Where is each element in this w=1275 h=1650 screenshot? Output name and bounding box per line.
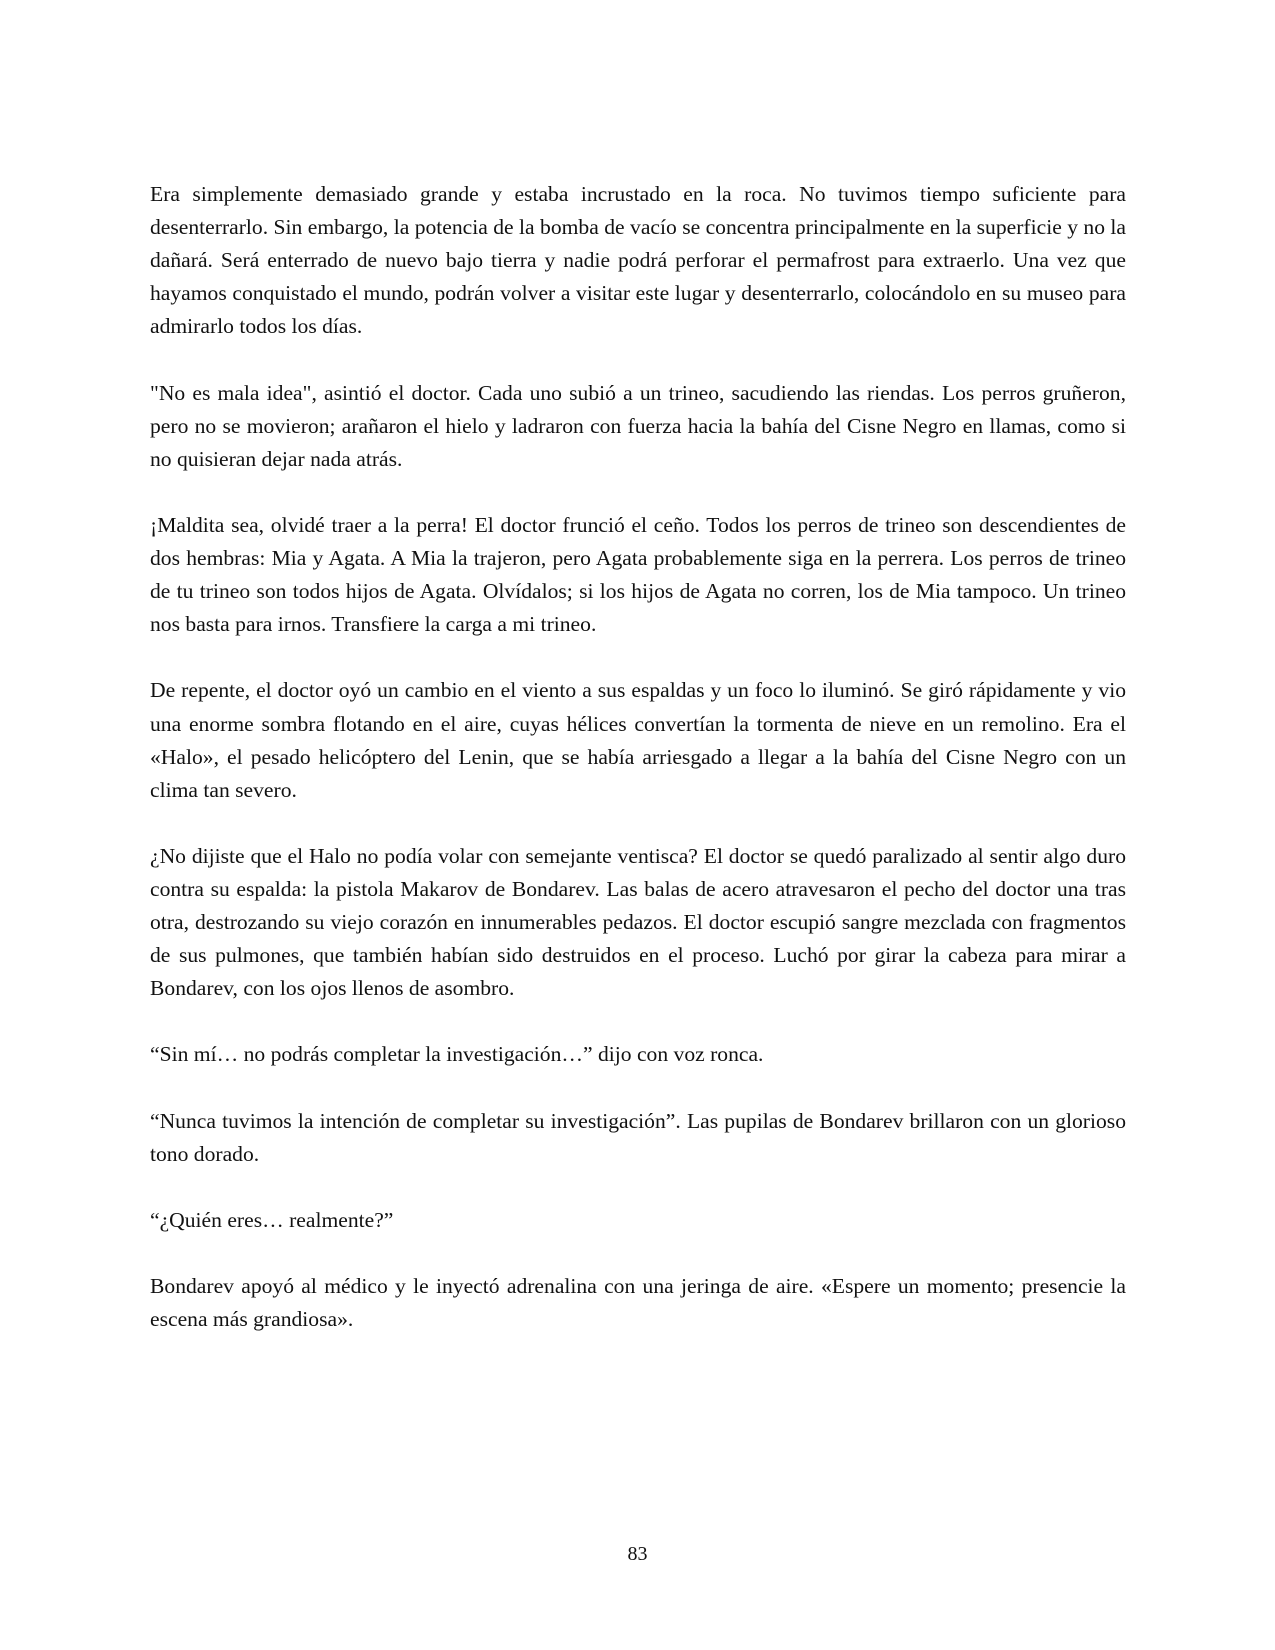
paragraph-4: De repente, el doctor oyó un cambio en el viento a sus espaldas y un foco lo iluminó. Se giró rápidamente y vio una enorme sombra flotando en el aire, cuyas hélices convertían la tormenta de nieve en un remolino. Era el «Halo», el pesado helicóptero del Lenin, que se había arriesgado a llegar a la bahía del Cisne Negro con un clima tan severo. bbox=[150, 678, 1126, 802]
paragraph-9: Bondarev apoyó al médico y le inyectó adrenalina con una jeringa de aire. «Espere un momento; presencie la escena más grandiosa». bbox=[150, 1274, 1126, 1332]
paragraph-2: "No es mala idea", asintió el doctor. Cada uno subió a un trineo, sacudiendo las riendas. Los perros gruñeron, pero no se movieron; arañaron el hielo y ladraron con fuerza hacia la bahía del Cisne Negro en llamas, como si no quisieran dejar nada atrás. bbox=[150, 380, 1126, 471]
paragraph-3: ¡Maldita sea, olvidé traer a la perra! El doctor frunció el ceño. Todos los perros de trineo son descendientes de dos hembras: Mia y Agata. A Mia la trajeron, pero Agata probablemente siga en la perrera. Los perros de trineo de tu trineo son todos hijos de Agata. Olvídalos; si los hijos de Agata no corren, los de Mia tampoco. Un trineo nos basta para irnos. Transfiere la carga a mi trineo. bbox=[150, 512, 1126, 637]
paragraph-5: ¿No dijiste que el Halo no podía volar con semejante ventisca? El doctor se quedó paralizado al sentir algo duro contra su espalda: la pistola Makarov de Bondarev. Las balas de acero atravesaron el pecho del doctor una tras otra, destrozando su viejo corazón en innumerables pedazos. El doctor escupió sangre mezclada con fragmentos de sus pulmones, que también habían sido destruidos en el proceso. Luchó por girar la cabeza para mirar a Bondarev, con los ojos llenos de asombro. bbox=[150, 843, 1126, 1001]
paragraph-7: “Nunca tuvimos la intención de completar su investigación”. Las pupilas de Bondarev brillaron con un glorioso tono dorado. bbox=[150, 1108, 1126, 1166]
page-number: 83 bbox=[627, 1543, 648, 1565]
paragraph-6: “Sin mí… no podrás completar la investigación…” dijo con voz ronca. bbox=[150, 1042, 764, 1067]
paragraph-1: Era simplemente demasiado grande y estaba incrustado en la roca. No tuvimos tiempo suficiente para desenterrarlo. Sin embargo, la potencia de la bomba de vacío se concentra principalmente en la superficie y no la dañará. Será enterrado de nuevo bajo tierra y nadie podrá perforar el permafrost para extraerlo. Una vez que hayamos conquistado el mundo, podrán volver a visitar este lugar y desenterrarlo, colocándolo en su museo para admirarlo todos los días. bbox=[150, 182, 1126, 339]
paragraph-8: “¿Quién eres… realmente?” bbox=[150, 1207, 394, 1232]
body-text bbox=[150, 178, 1126, 1336]
